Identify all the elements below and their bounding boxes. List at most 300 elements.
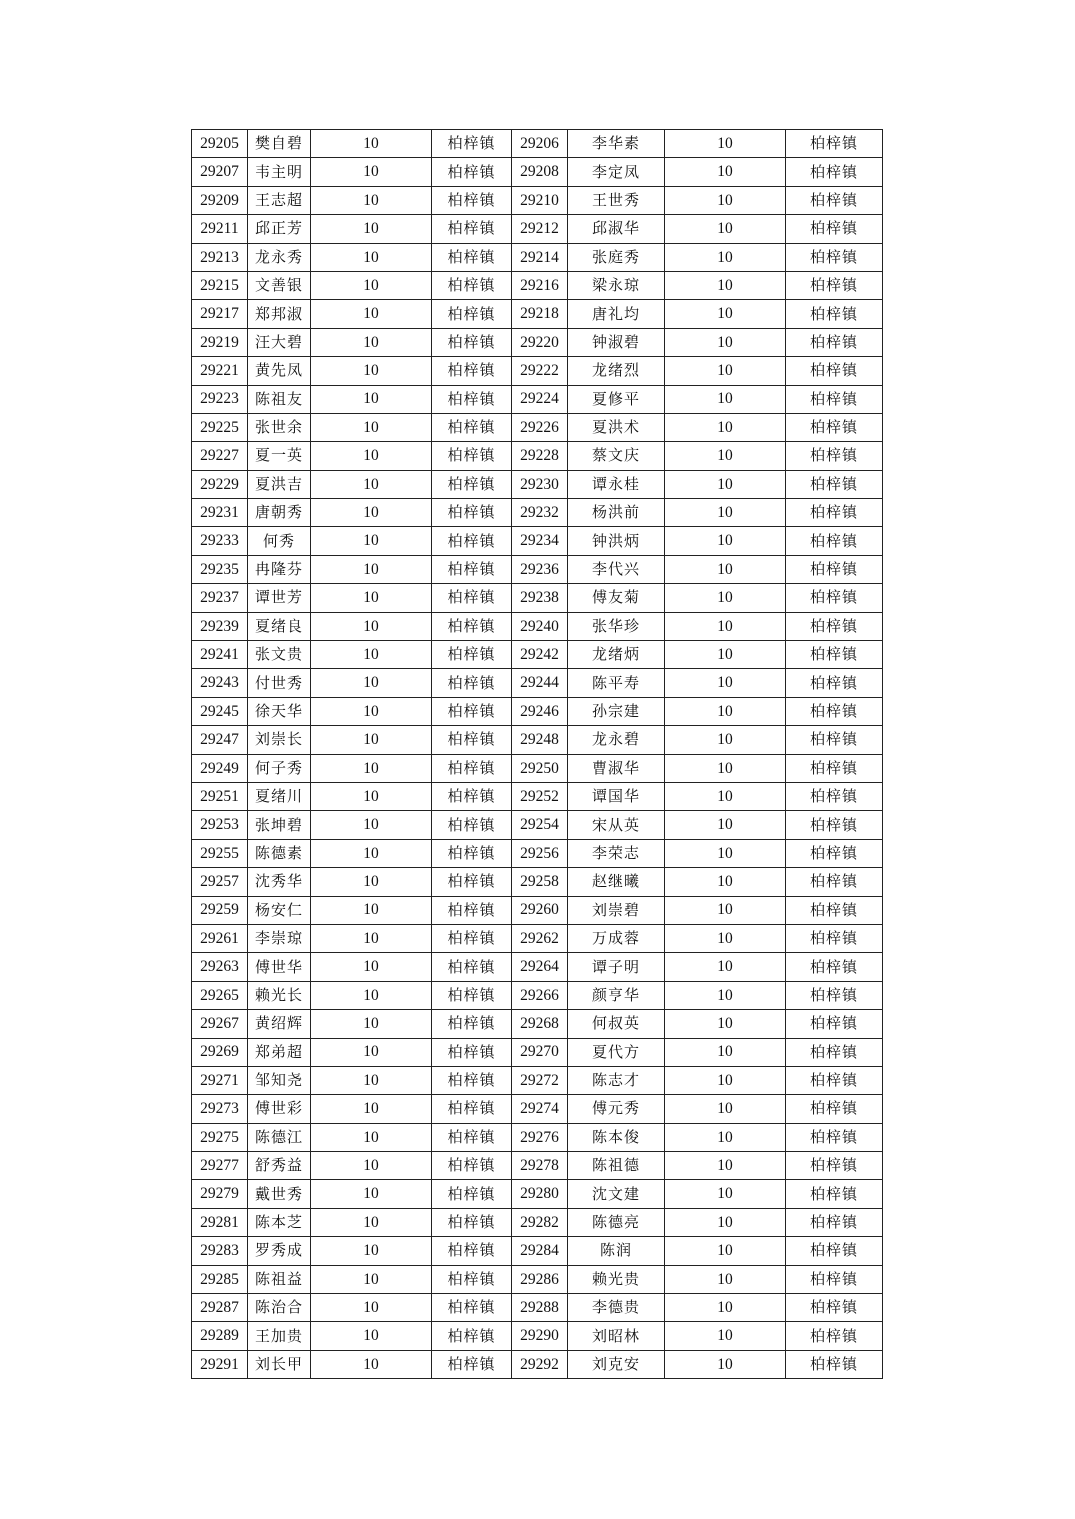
- amount-cell: 10: [665, 1294, 786, 1322]
- amount-cell: 10: [311, 186, 432, 214]
- amount-cell: 10: [665, 754, 786, 782]
- table-row: [192, 413, 883, 441]
- record-id-cell: 29217: [192, 300, 248, 328]
- name-cell: 黄先凤: [248, 357, 311, 385]
- record-id-cell: 29282: [512, 1208, 568, 1236]
- name-cell: 何子秀: [248, 754, 311, 782]
- name-cell: 龙永碧: [568, 726, 665, 754]
- town-cell: 柏梓镇: [432, 1322, 512, 1350]
- record-id-cell: 29234: [512, 527, 568, 555]
- town-cell: 柏梓镇: [432, 924, 512, 952]
- record-id-cell: 29245: [192, 697, 248, 725]
- table-row: [192, 442, 883, 470]
- name-cell: 李德贵: [568, 1294, 665, 1322]
- record-id-cell: 29206: [512, 130, 568, 158]
- town-cell: 柏梓镇: [432, 385, 512, 413]
- town-cell: 柏梓镇: [786, 868, 883, 896]
- name-cell: 傅世华: [248, 953, 311, 981]
- record-id-cell: 29274: [512, 1095, 568, 1123]
- table-row: [192, 697, 883, 725]
- name-cell: 冉隆芬: [248, 555, 311, 583]
- name-cell: 夏代方: [568, 1038, 665, 1066]
- record-id-cell: 29290: [512, 1322, 568, 1350]
- amount-cell: 10: [311, 1322, 432, 1350]
- town-cell: 柏梓镇: [432, 1010, 512, 1038]
- record-table-body: [192, 130, 883, 1379]
- town-cell: 柏梓镇: [432, 215, 512, 243]
- amount-cell: 10: [311, 357, 432, 385]
- record-id-cell: 29224: [512, 385, 568, 413]
- amount-cell: 10: [311, 1265, 432, 1293]
- town-cell: 柏梓镇: [786, 726, 883, 754]
- amount-cell: 10: [665, 1095, 786, 1123]
- table-row: [192, 527, 883, 555]
- record-id-cell: 29216: [512, 271, 568, 299]
- name-cell: 谭世芳: [248, 584, 311, 612]
- amount-cell: 10: [311, 641, 432, 669]
- record-id-cell: 29225: [192, 413, 248, 441]
- record-id-cell: 29212: [512, 215, 568, 243]
- amount-cell: 10: [665, 1237, 786, 1265]
- town-cell: 柏梓镇: [786, 1095, 883, 1123]
- amount-cell: 10: [311, 612, 432, 640]
- name-cell: 陈德江: [248, 1123, 311, 1151]
- amount-cell: 10: [311, 215, 432, 243]
- town-cell: 柏梓镇: [432, 243, 512, 271]
- amount-cell: 10: [311, 1294, 432, 1322]
- town-cell: 柏梓镇: [432, 300, 512, 328]
- name-cell: 钟洪炳: [568, 527, 665, 555]
- town-cell: 柏梓镇: [432, 669, 512, 697]
- amount-cell: 10: [311, 1152, 432, 1180]
- amount-cell: 10: [311, 527, 432, 555]
- record-id-cell: 29246: [512, 697, 568, 725]
- record-id-cell: 29220: [512, 328, 568, 356]
- amount-cell: 10: [665, 697, 786, 725]
- name-cell: 陈治合: [248, 1294, 311, 1322]
- record-id-cell: 29236: [512, 555, 568, 583]
- record-id-cell: 29288: [512, 1294, 568, 1322]
- name-cell: 郑弟超: [248, 1038, 311, 1066]
- amount-cell: 10: [665, 669, 786, 697]
- amount-cell: 10: [311, 924, 432, 952]
- table-row: [192, 555, 883, 583]
- amount-cell: 10: [311, 953, 432, 981]
- table-row: [192, 215, 883, 243]
- amount-cell: 10: [665, 1066, 786, 1094]
- amount-cell: 10: [665, 924, 786, 952]
- town-cell: 柏梓镇: [786, 1180, 883, 1208]
- record-id-cell: 29269: [192, 1038, 248, 1066]
- amount-cell: 10: [311, 1180, 432, 1208]
- name-cell: 王志超: [248, 186, 311, 214]
- town-cell: 柏梓镇: [432, 754, 512, 782]
- table-row: [192, 300, 883, 328]
- amount-cell: 10: [311, 811, 432, 839]
- town-cell: 柏梓镇: [432, 1237, 512, 1265]
- town-cell: 柏梓镇: [786, 669, 883, 697]
- amount-cell: 10: [311, 470, 432, 498]
- name-cell: 杨洪前: [568, 499, 665, 527]
- record-id-cell: 29249: [192, 754, 248, 782]
- town-cell: 柏梓镇: [786, 1208, 883, 1236]
- town-cell: 柏梓镇: [786, 1322, 883, 1350]
- record-id-cell: 29208: [512, 158, 568, 186]
- name-cell: 陈祖德: [568, 1152, 665, 1180]
- record-id-cell: 29229: [192, 470, 248, 498]
- record-id-cell: 29252: [512, 782, 568, 810]
- name-cell: 刘崇长: [248, 726, 311, 754]
- amount-cell: 10: [311, 1066, 432, 1094]
- town-cell: 柏梓镇: [432, 1066, 512, 1094]
- amount-cell: 10: [311, 1038, 432, 1066]
- table-row: [192, 1123, 883, 1151]
- table-row: [192, 499, 883, 527]
- amount-cell: 10: [311, 442, 432, 470]
- name-cell: 李代兴: [568, 555, 665, 583]
- name-cell: 陈平寿: [568, 669, 665, 697]
- record-id-cell: 29267: [192, 1010, 248, 1038]
- amount-cell: 10: [665, 357, 786, 385]
- record-id-cell: 29272: [512, 1066, 568, 1094]
- table-row: [192, 612, 883, 640]
- town-cell: 柏梓镇: [432, 527, 512, 555]
- record-id-cell: 29262: [512, 924, 568, 952]
- amount-cell: 10: [665, 782, 786, 810]
- town-cell: 柏梓镇: [432, 357, 512, 385]
- town-cell: 柏梓镇: [432, 271, 512, 299]
- town-cell: 柏梓镇: [786, 186, 883, 214]
- record-id-cell: 29214: [512, 243, 568, 271]
- name-cell: 刘克安: [568, 1350, 665, 1378]
- town-cell: 柏梓镇: [786, 1152, 883, 1180]
- table-row: [192, 158, 883, 186]
- town-cell: 柏梓镇: [786, 641, 883, 669]
- amount-cell: 10: [665, 1038, 786, 1066]
- record-id-cell: 29215: [192, 271, 248, 299]
- amount-cell: 10: [665, 1180, 786, 1208]
- table-row: [192, 641, 883, 669]
- name-cell: 夏修平: [568, 385, 665, 413]
- name-cell: 刘崇碧: [568, 896, 665, 924]
- name-cell: 万成蓉: [568, 924, 665, 952]
- record-id-cell: 29213: [192, 243, 248, 271]
- table-row: [192, 584, 883, 612]
- town-cell: 柏梓镇: [432, 641, 512, 669]
- table-row: [192, 981, 883, 1009]
- town-cell: 柏梓镇: [432, 953, 512, 981]
- name-cell: 罗秀成: [248, 1237, 311, 1265]
- name-cell: 谭子明: [568, 953, 665, 981]
- town-cell: 柏梓镇: [432, 1095, 512, 1123]
- name-cell: 张庭秀: [568, 243, 665, 271]
- amount-cell: 10: [665, 186, 786, 214]
- name-cell: 樊自碧: [248, 130, 311, 158]
- record-id-cell: 29231: [192, 499, 248, 527]
- table-row: [192, 1066, 883, 1094]
- amount-cell: 10: [311, 328, 432, 356]
- table-row: [192, 186, 883, 214]
- table-row: [192, 1350, 883, 1378]
- record-id-cell: 29244: [512, 669, 568, 697]
- record-id-cell: 29227: [192, 442, 248, 470]
- table-row: [192, 470, 883, 498]
- name-cell: 张文贵: [248, 641, 311, 669]
- record-id-cell: 29237: [192, 584, 248, 612]
- record-id-cell: 29280: [512, 1180, 568, 1208]
- table-row: [192, 130, 883, 158]
- name-cell: 沈文建: [568, 1180, 665, 1208]
- record-id-cell: 29238: [512, 584, 568, 612]
- record-id-cell: 29255: [192, 839, 248, 867]
- town-cell: 柏梓镇: [786, 1010, 883, 1038]
- town-cell: 柏梓镇: [786, 215, 883, 243]
- table-row: [192, 385, 883, 413]
- amount-cell: 10: [665, 1152, 786, 1180]
- amount-cell: 10: [311, 1237, 432, 1265]
- name-cell: 刘长甲: [248, 1350, 311, 1378]
- record-id-cell: 29222: [512, 357, 568, 385]
- town-cell: 柏梓镇: [786, 1294, 883, 1322]
- record-id-cell: 29242: [512, 641, 568, 669]
- town-cell: 柏梓镇: [786, 499, 883, 527]
- name-cell: 徐天华: [248, 697, 311, 725]
- table-row: [192, 811, 883, 839]
- amount-cell: 10: [311, 385, 432, 413]
- table-row: [192, 924, 883, 952]
- town-cell: 柏梓镇: [432, 1265, 512, 1293]
- record-id-cell: 29211: [192, 215, 248, 243]
- town-cell: 柏梓镇: [432, 470, 512, 498]
- town-cell: 柏梓镇: [786, 527, 883, 555]
- table-row: [192, 243, 883, 271]
- record-id-cell: 29247: [192, 726, 248, 754]
- amount-cell: 10: [665, 868, 786, 896]
- name-cell: 龙绪炳: [568, 641, 665, 669]
- record-id-cell: 29241: [192, 641, 248, 669]
- amount-cell: 10: [311, 243, 432, 271]
- name-cell: 陈祖友: [248, 385, 311, 413]
- amount-cell: 10: [665, 584, 786, 612]
- table-row: [192, 953, 883, 981]
- town-cell: 柏梓镇: [432, 186, 512, 214]
- record-id-cell: 29235: [192, 555, 248, 583]
- name-cell: 舒秀益: [248, 1152, 311, 1180]
- record-id-cell: 29285: [192, 1265, 248, 1293]
- town-cell: 柏梓镇: [432, 1180, 512, 1208]
- record-id-cell: 29258: [512, 868, 568, 896]
- amount-cell: 10: [311, 1010, 432, 1038]
- name-cell: 李崇琼: [248, 924, 311, 952]
- record-id-cell: 29205: [192, 130, 248, 158]
- town-cell: 柏梓镇: [786, 300, 883, 328]
- amount-cell: 10: [311, 726, 432, 754]
- amount-cell: 10: [665, 300, 786, 328]
- town-cell: 柏梓镇: [786, 896, 883, 924]
- amount-cell: 10: [311, 981, 432, 1009]
- name-cell: 陈祖益: [248, 1265, 311, 1293]
- record-id-cell: 29250: [512, 754, 568, 782]
- table-row: [192, 754, 883, 782]
- name-cell: 王加贵: [248, 1322, 311, 1350]
- town-cell: 柏梓镇: [786, 1265, 883, 1293]
- table-row: [192, 839, 883, 867]
- amount-cell: 10: [311, 584, 432, 612]
- name-cell: 杨安仁: [248, 896, 311, 924]
- name-cell: 刘昭林: [568, 1322, 665, 1350]
- town-cell: 柏梓镇: [432, 782, 512, 810]
- name-cell: 陈志才: [568, 1066, 665, 1094]
- table-row: [192, 1010, 883, 1038]
- table-row: [192, 1265, 883, 1293]
- name-cell: 夏绪川: [248, 782, 311, 810]
- name-cell: 陈德亮: [568, 1208, 665, 1236]
- town-cell: 柏梓镇: [432, 868, 512, 896]
- record-id-cell: 29270: [512, 1038, 568, 1066]
- name-cell: 曹淑华: [568, 754, 665, 782]
- amount-cell: 10: [665, 385, 786, 413]
- record-id-cell: 29289: [192, 1322, 248, 1350]
- record-id-cell: 29251: [192, 782, 248, 810]
- town-cell: 柏梓镇: [432, 584, 512, 612]
- name-cell: 何秀: [248, 527, 311, 555]
- name-cell: 龙永秀: [248, 243, 311, 271]
- table-row: [192, 1152, 883, 1180]
- amount-cell: 10: [311, 271, 432, 299]
- record-id-cell: 29243: [192, 669, 248, 697]
- town-cell: 柏梓镇: [786, 385, 883, 413]
- name-cell: 傅元秀: [568, 1095, 665, 1123]
- town-cell: 柏梓镇: [432, 442, 512, 470]
- name-cell: 傅世彩: [248, 1095, 311, 1123]
- name-cell: 宋从英: [568, 811, 665, 839]
- table-row: [192, 1038, 883, 1066]
- town-cell: 柏梓镇: [786, 811, 883, 839]
- table-row: [192, 271, 883, 299]
- name-cell: 文善银: [248, 271, 311, 299]
- name-cell: 付世秀: [248, 669, 311, 697]
- town-cell: 柏梓镇: [432, 555, 512, 583]
- amount-cell: 10: [665, 215, 786, 243]
- town-cell: 柏梓镇: [432, 612, 512, 640]
- name-cell: 夏一英: [248, 442, 311, 470]
- name-cell: 李荣志: [568, 839, 665, 867]
- name-cell: 钟淑碧: [568, 328, 665, 356]
- record-table: [191, 129, 883, 1379]
- record-id-cell: 29281: [192, 1208, 248, 1236]
- town-cell: 柏梓镇: [786, 584, 883, 612]
- record-id-cell: 29207: [192, 158, 248, 186]
- town-cell: 柏梓镇: [786, 357, 883, 385]
- record-id-cell: 29239: [192, 612, 248, 640]
- name-cell: 沈秀华: [248, 868, 311, 896]
- record-id-cell: 29233: [192, 527, 248, 555]
- table-row: [192, 669, 883, 697]
- record-id-cell: 29254: [512, 811, 568, 839]
- town-cell: 柏梓镇: [432, 1152, 512, 1180]
- table-row: [192, 1322, 883, 1350]
- name-cell: 颜亨华: [568, 981, 665, 1009]
- record-id-cell: 29266: [512, 981, 568, 1009]
- name-cell: 夏绪良: [248, 612, 311, 640]
- table-row: [192, 1237, 883, 1265]
- name-cell: 梁永琼: [568, 271, 665, 299]
- amount-cell: 10: [311, 555, 432, 583]
- name-cell: 蔡文庆: [568, 442, 665, 470]
- record-id-cell: 29264: [512, 953, 568, 981]
- amount-cell: 10: [665, 641, 786, 669]
- town-cell: 柏梓镇: [786, 271, 883, 299]
- record-id-cell: 29260: [512, 896, 568, 924]
- town-cell: 柏梓镇: [786, 754, 883, 782]
- name-cell: 赖光贵: [568, 1265, 665, 1293]
- record-id-cell: 29283: [192, 1237, 248, 1265]
- town-cell: 柏梓镇: [432, 839, 512, 867]
- name-cell: 谭永桂: [568, 470, 665, 498]
- record-id-cell: 29240: [512, 612, 568, 640]
- record-id-cell: 29276: [512, 1123, 568, 1151]
- town-cell: 柏梓镇: [432, 981, 512, 1009]
- name-cell: 韦主明: [248, 158, 311, 186]
- table-row: [192, 1294, 883, 1322]
- town-cell: 柏梓镇: [432, 1294, 512, 1322]
- town-cell: 柏梓镇: [432, 130, 512, 158]
- town-cell: 柏梓镇: [432, 1038, 512, 1066]
- name-cell: 戴世秀: [248, 1180, 311, 1208]
- name-cell: 李华素: [568, 130, 665, 158]
- town-cell: 柏梓镇: [432, 1208, 512, 1236]
- table-row: [192, 328, 883, 356]
- table-row: [192, 1208, 883, 1236]
- town-cell: 柏梓镇: [786, 1123, 883, 1151]
- amount-cell: 10: [665, 1208, 786, 1236]
- record-id-cell: 29232: [512, 499, 568, 527]
- town-cell: 柏梓镇: [786, 442, 883, 470]
- name-cell: 李定凤: [568, 158, 665, 186]
- record-id-cell: 29259: [192, 896, 248, 924]
- name-cell: 赵继曦: [568, 868, 665, 896]
- amount-cell: 10: [311, 839, 432, 867]
- record-id-cell: 29273: [192, 1095, 248, 1123]
- record-id-cell: 29219: [192, 328, 248, 356]
- name-cell: 龙绪烈: [568, 357, 665, 385]
- record-id-cell: 29228: [512, 442, 568, 470]
- amount-cell: 10: [665, 1350, 786, 1378]
- amount-cell: 10: [665, 413, 786, 441]
- town-cell: 柏梓镇: [786, 328, 883, 356]
- table-row: [192, 1095, 883, 1123]
- name-cell: 郑邦淑: [248, 300, 311, 328]
- town-cell: 柏梓镇: [786, 1038, 883, 1066]
- name-cell: 何叔英: [568, 1010, 665, 1038]
- amount-cell: 10: [665, 555, 786, 583]
- record-id-cell: 29248: [512, 726, 568, 754]
- name-cell: 唐礼均: [568, 300, 665, 328]
- record-id-cell: 29291: [192, 1350, 248, 1378]
- town-cell: 柏梓镇: [432, 726, 512, 754]
- town-cell: 柏梓镇: [786, 413, 883, 441]
- record-id-cell: 29209: [192, 186, 248, 214]
- amount-cell: 10: [311, 130, 432, 158]
- record-id-cell: 29223: [192, 385, 248, 413]
- record-id-cell: 29257: [192, 868, 248, 896]
- record-id-cell: 29263: [192, 953, 248, 981]
- amount-cell: 10: [665, 328, 786, 356]
- name-cell: 张华珍: [568, 612, 665, 640]
- name-cell: 王世秀: [568, 186, 665, 214]
- town-cell: 柏梓镇: [432, 158, 512, 186]
- amount-cell: 10: [665, 981, 786, 1009]
